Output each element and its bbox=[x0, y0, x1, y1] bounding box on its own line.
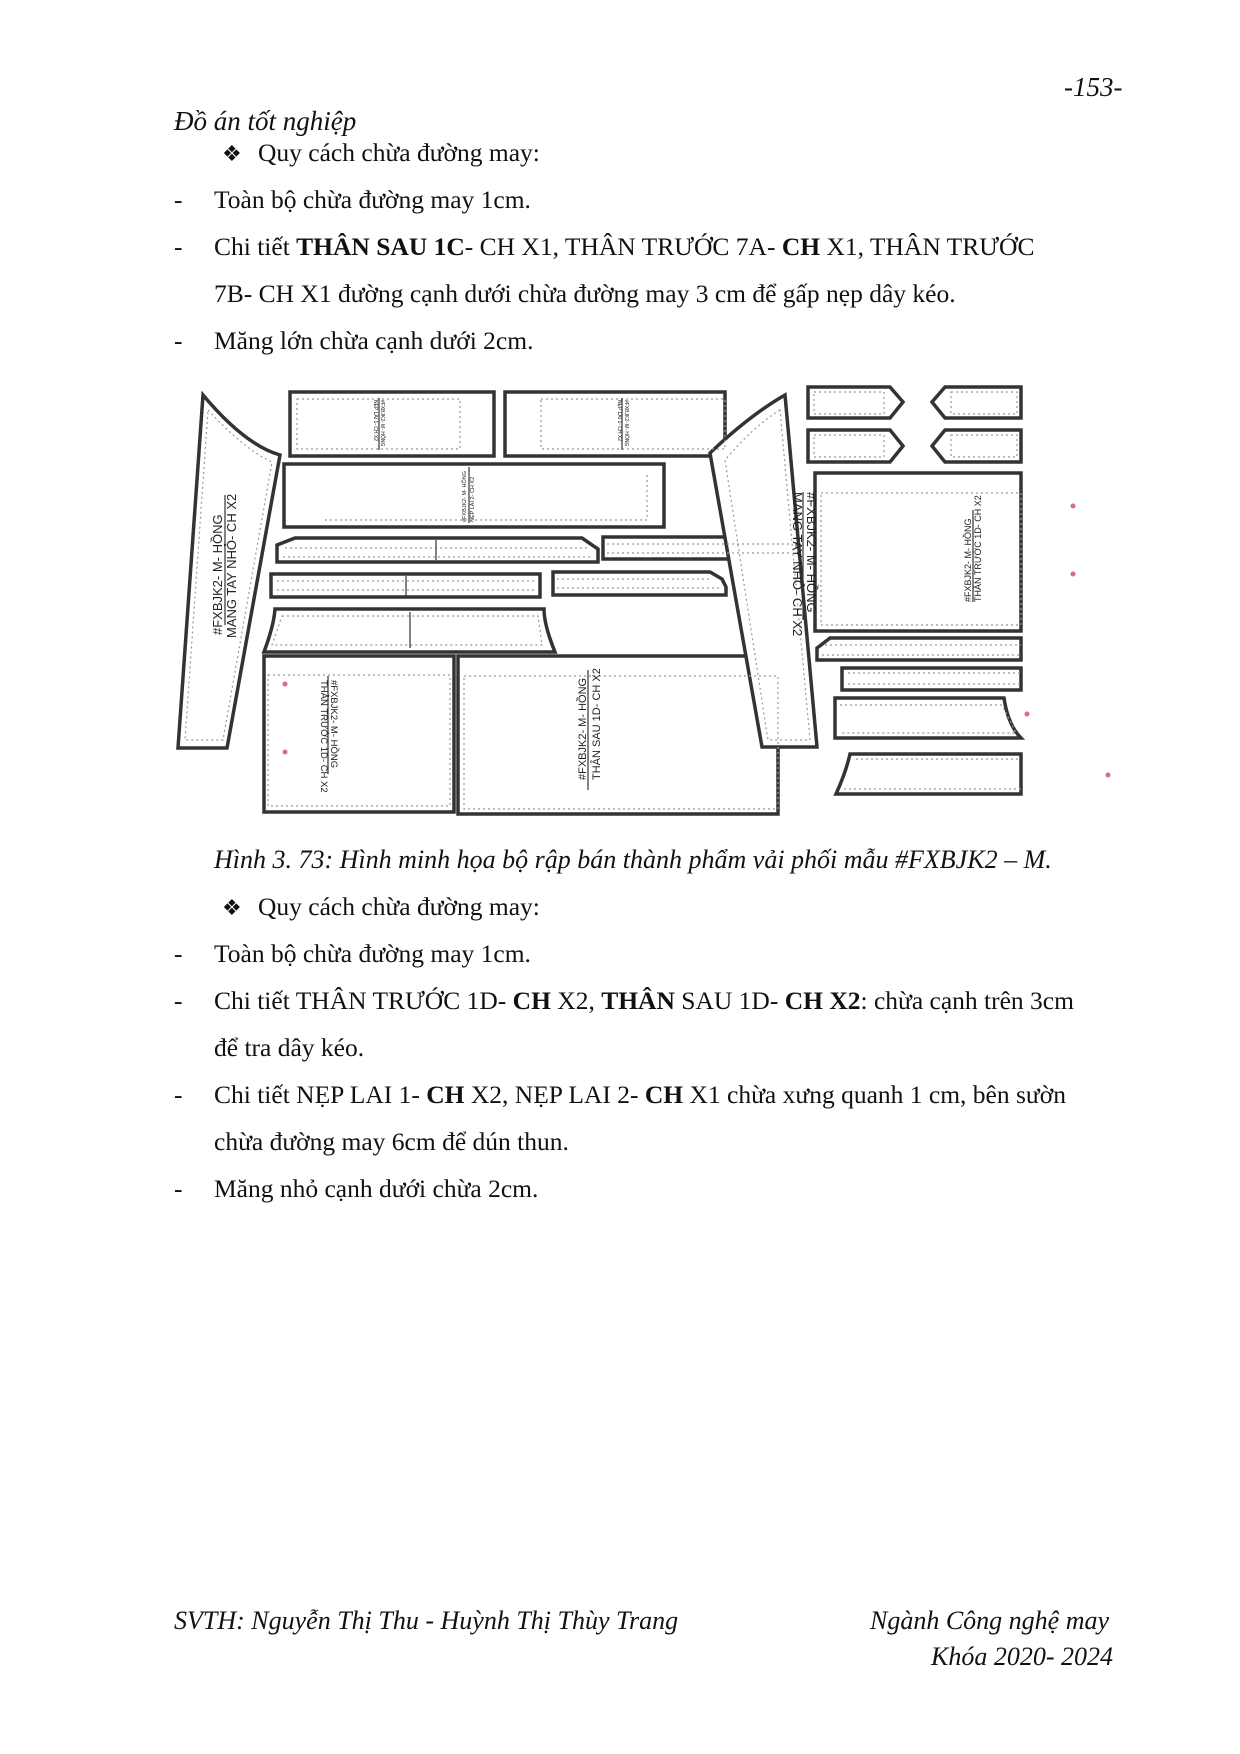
pattern-pieces-illustration bbox=[170, 380, 1130, 820]
text: SAU 1D- bbox=[674, 986, 785, 1015]
list-dash: - bbox=[174, 232, 183, 261]
bold-text: THÂN SAU 1C bbox=[296, 232, 465, 261]
piece-label: THÂN SAU 1D- CH X2 bbox=[591, 668, 603, 780]
bold-text: THÂN bbox=[601, 986, 675, 1015]
footer-major: Ngành Công nghệ may bbox=[870, 1606, 1110, 1635]
footer-authors: SVTH: Nguyễn Thị Thu - Huỳnh Thị Thùy Trang bbox=[174, 1606, 679, 1635]
piece-label: #FXBJK2- M- HỒNG bbox=[623, 400, 629, 447]
nep-lai-1-piece-a bbox=[290, 392, 494, 456]
text: X1 chừa xưng quanh 1 cm, bên sườn bbox=[683, 1080, 1066, 1109]
piece-label: #FXBJK2- M- HỒNG bbox=[328, 680, 339, 769]
piece-label: #FXBJK2- M- HỒNG bbox=[963, 518, 973, 602]
strip-piece-right-2 bbox=[842, 668, 1021, 690]
piece-label: NẸP LAI 2- CH X2 bbox=[470, 476, 476, 522]
piece-label: THÂN TRƯỚC 1D- CH X2 bbox=[973, 495, 983, 602]
list-dash: - bbox=[174, 1080, 183, 1109]
diamond-bullet-icon: ❖ bbox=[222, 895, 242, 920]
notch-marker bbox=[283, 750, 288, 755]
nep-lai-1-piece-b bbox=[505, 392, 725, 456]
footer-cohort: Khóa 2020- 2024 bbox=[931, 1642, 1113, 1671]
diamond-bullet-icon: ❖ bbox=[222, 141, 242, 166]
running-title: Đồ án tốt nghiệp bbox=[174, 106, 357, 136]
back-piece bbox=[458, 656, 778, 814]
piece-label: MANG TAY NHỎ- CH X2 bbox=[790, 492, 805, 637]
section2-heading bbox=[222, 892, 540, 923]
heading-text: Quy cách chừa đường may: bbox=[258, 892, 540, 921]
piece-label: #FXBJK2- M- HỒNG bbox=[804, 492, 819, 613]
piece-label: #FXBJK2- M- HỒNG bbox=[462, 470, 468, 522]
text: - CH X1, THÂN TRƯỚC 7A- bbox=[464, 232, 782, 261]
bold-text: CH bbox=[512, 986, 551, 1015]
piece-label: NẸP LAI 1- CH X2 bbox=[372, 400, 378, 442]
strip-piece-right-4 bbox=[836, 754, 1021, 794]
strip-piece-1 bbox=[277, 538, 598, 562]
notch-marker bbox=[1025, 712, 1030, 717]
notch-marker bbox=[1106, 773, 1111, 778]
page-number: -153- bbox=[1064, 72, 1123, 102]
list-dash: - bbox=[174, 1174, 183, 1203]
bold-text: CH bbox=[426, 1080, 465, 1109]
bold-text: CH bbox=[644, 1080, 684, 1109]
strip-piece-right-1 bbox=[817, 638, 1021, 660]
list-item-continuation: 7B- CH X1 đường cạnh dưới chừa đường may 3 cm để gấp nẹp dây kéo. bbox=[214, 279, 956, 308]
notch-marker bbox=[1071, 572, 1076, 577]
list-item: Toàn bộ chừa đường may 1cm. bbox=[214, 939, 531, 968]
piece-label: #FXBJK2- M- HỒNG bbox=[577, 677, 589, 780]
text: Chi tiết NẸP LAI 1- bbox=[214, 1080, 427, 1109]
notch-marker bbox=[283, 682, 288, 687]
piece-label: #FXBJK2- M- HỒNG bbox=[379, 400, 385, 447]
piece-label: NẸP LAI 1- CH X2 bbox=[616, 400, 622, 442]
list-item: Toàn bộ chừa đường may 1cm. bbox=[214, 185, 531, 214]
bold-text: CH bbox=[781, 232, 821, 261]
front-piece-right bbox=[815, 473, 1021, 631]
text: Chi tiết THÂN TRƯỚC 1D- bbox=[214, 986, 513, 1015]
text: : chừa cạnh trên 3cm bbox=[860, 986, 1074, 1015]
list-dash: - bbox=[174, 986, 183, 1015]
heading-text: Quy cách chừa đường may: bbox=[258, 138, 540, 167]
list-item bbox=[214, 986, 1074, 1016]
list-dash: - bbox=[174, 326, 183, 355]
figure-caption: Hình 3. 73: Hình minh họa bộ rập bán thành phẩm vải phối mẫu #FXBJK2 – M. bbox=[214, 845, 1052, 874]
bold-text: CH X2 bbox=[784, 986, 861, 1015]
list-item-continuation: chừa đường may 6cm để dún thun. bbox=[214, 1127, 569, 1156]
piece-label: THÂN TRƯỚC 1D- CH X2 bbox=[318, 680, 329, 793]
list-dash: - bbox=[174, 185, 183, 214]
piece-label: #FXBJK2- M- HỒNG bbox=[210, 514, 225, 635]
text: X1, THÂN TRƯỚC bbox=[820, 232, 1035, 261]
list-item: Măng nhỏ cạnh dưới chừa 2cm. bbox=[214, 1174, 539, 1203]
list-dash: - bbox=[174, 939, 183, 968]
strip-piece-4 bbox=[553, 572, 726, 595]
list-item-continuation: để tra dây kéo. bbox=[214, 1033, 365, 1062]
list-item: Măng lớn chừa cạnh dưới 2cm. bbox=[214, 326, 534, 355]
list-item bbox=[214, 1080, 1066, 1110]
front-piece-left bbox=[264, 656, 454, 812]
text: X2, bbox=[550, 986, 602, 1015]
strip-piece-right-3 bbox=[835, 698, 1021, 738]
section1-heading bbox=[222, 138, 540, 169]
notch-marker bbox=[1071, 504, 1076, 509]
text: Chi tiết bbox=[214, 232, 297, 261]
list-item bbox=[214, 232, 1034, 262]
text: X2, NẸP LAI 2- bbox=[464, 1080, 645, 1109]
pattern-figure bbox=[170, 380, 1130, 820]
piece-label: MANG TAY NHỎ- CH X2 bbox=[224, 493, 239, 638]
